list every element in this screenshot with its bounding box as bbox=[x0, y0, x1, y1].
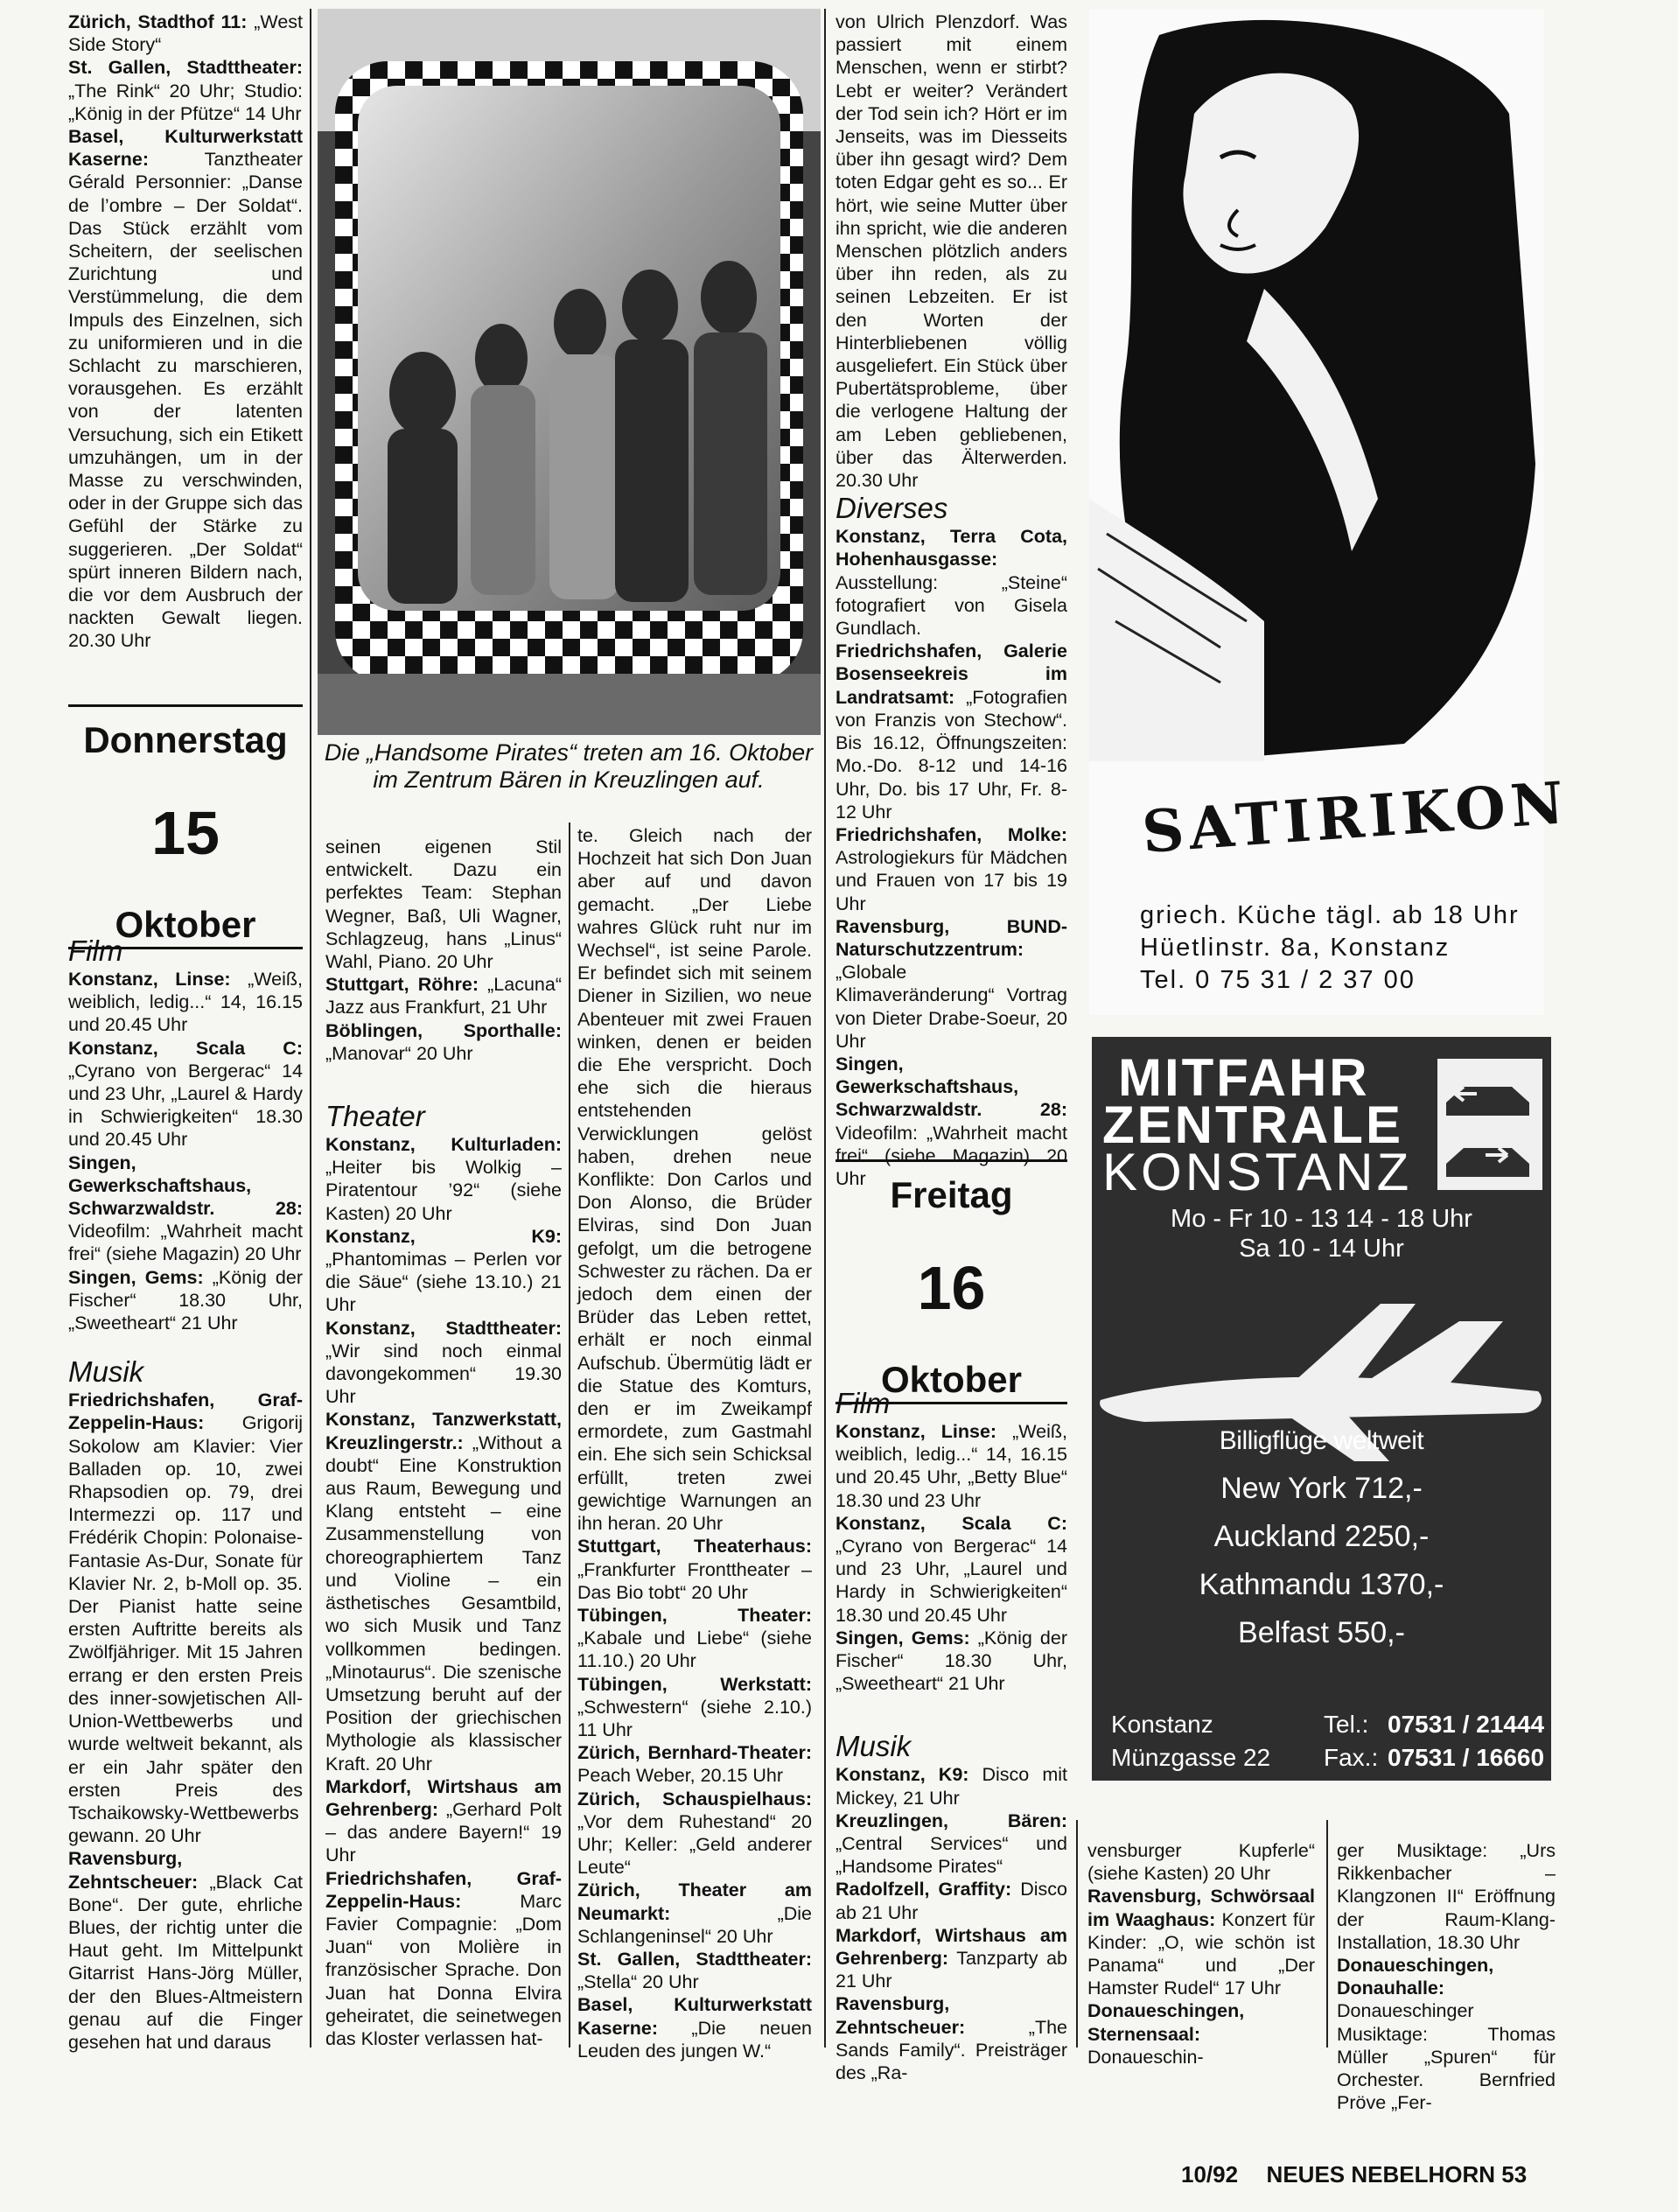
listing-text: „Globale Klimaveränderung“ Vortrag von Dieter Drabe-Soeur, 20 Uhr bbox=[836, 962, 1067, 1052]
listing-entry bbox=[325, 836, 562, 973]
listing-entry bbox=[577, 1741, 812, 1787]
listing-venue: Konstanz, Linse: bbox=[836, 1421, 997, 1442]
day-header-friday bbox=[836, 1159, 1067, 1404]
listing-venue: Ravensburg, Zehntscheuer: bbox=[68, 1848, 199, 1893]
mfz-fax: 07531 / 16660 bbox=[1388, 1744, 1545, 1771]
listing-text: „The Sands Family“. Preisträger des „Ra- bbox=[836, 2016, 1067, 2084]
listing-text: „Fotografien von Franzis von Stechow“. Bis 16.12, Öffnungszeiten: Mo.-Do. 8-12 und 14-16 Uhr, Do. bis 17 Uhr, Fr. 8-12 Uhr bbox=[836, 686, 1067, 822]
listing-text: „Weiß, weiblich, ledig...“ 14, 16.15 und 20.45 Uhr bbox=[68, 969, 303, 1036]
section-diverses: Diverses bbox=[836, 492, 948, 525]
listing-entry bbox=[1337, 1839, 1556, 1954]
col1-top bbox=[68, 10, 303, 684]
film-list bbox=[836, 1420, 1067, 1695]
mfz-l3: KONSTANZ bbox=[1102, 1143, 1413, 1201]
woman-drawing bbox=[1089, 9, 1544, 761]
listing-text: ger Musiktage: „Urs Rikkenbacher – Klangzonen II“ Eröffnung der Raum-Klang-Installation, 18.30 Uhr bbox=[1337, 1840, 1556, 1953]
listing-venue: Singen, Gewerkschaftshaus, Schwarzwaldstr. 28: bbox=[836, 1053, 1067, 1121]
section-film: Film bbox=[68, 934, 123, 967]
listing-text: Tanzparty ab 21 Uhr bbox=[836, 1948, 1067, 1992]
col5 bbox=[1087, 1839, 1315, 2180]
issue-number: 10/92 bbox=[1181, 2161, 1239, 2188]
listing-entry bbox=[577, 1788, 812, 1880]
listing-venue: Friedrichshafen, Galerie Bosenseekreis im Landratsamt: bbox=[836, 640, 1067, 708]
band-photo bbox=[318, 9, 821, 735]
film-list bbox=[68, 968, 303, 1334]
satirikon-line1: griech. Küche tägl. ab 18 Uhr bbox=[1140, 901, 1520, 929]
listing-text: „Without a doubt“ Eine Konstruktion aus Raum, Bewegung und Klang entsteht – eine Zusammenstellung von choreographiertem Tanz und Violine – ein ästhetisches Gesamtbild, wo sich Musik und Tanz vollkommen bedingen. „Minotaurus“. Die szenische Umsetzung beruht auf der Position der griechischen Mythologie als klassischer Kraft. 20 Uhr bbox=[325, 1432, 562, 1774]
listing-entry bbox=[836, 1878, 1067, 1923]
listing-text: seinen eigenen Stil entwickelt. Dazu ein perfektes Team: Stephan Wegner, Baß, Uli Wagner, Schlagzeug, hans „Linus“ Wahl, Piano. 20 Uhr bbox=[325, 836, 562, 973]
listing-entry bbox=[1087, 1999, 1315, 2068]
listing-venue: Donaueschingen, Donauhalle: bbox=[1337, 1955, 1494, 1999]
mfz-hours1: Mo - Fr 10 - 13 14 - 18 Uhr bbox=[1171, 1205, 1472, 1233]
listing-venue: Friedrichshafen, Graf-Zeppelin-Haus: bbox=[325, 1867, 562, 1912]
mfz-tel: 07531 / 21444 bbox=[1388, 1711, 1545, 1738]
listing-text: „König der Fischer“ 18.30 Uhr, „Sweetheart“ 21 Uhr bbox=[68, 1266, 303, 1334]
listing-text: „Kabale und Liebe“ (siehe 11.10.) 20 Uhr bbox=[577, 1628, 812, 1672]
listing-text: „Central Services“ und „Handsome Pirates“ bbox=[836, 1833, 1067, 1878]
listing-text: „Cyrano von Bergerac“ 14 und 23 Uhr, „Laurel und Hardy in Schwierigkeiten“ 18.30 und 20.45 Uhr bbox=[836, 1536, 1067, 1626]
listing-text: „Black Cat Bone“. Der gute, ehrliche Blues, der richtig unter die Haut geht. Im Mittelpunkt Gitarrist Hans-Jörg Müller, der den Blues-Altmeistern genau auf die Finger gesehen hat und daraus bbox=[68, 1871, 303, 2053]
listing-text: Grigorij Sokolow am Klavier: Vier Balladen op. 10, zwei Rhapsodien op. 79, drei Intermezzi op. 117 und Frédérik Chopin: Polonaise-Fantasie As-Dur, Sonate für Klavier Nr. 2, b-Moll op. 35. Der Pianist hatte seine ersten Auftritte bereits als Zwölfjähriger. Mit 15 Jahren errang er den ersten Preis des inner-sowjetischen All-Union-Wettbewerbs und wurde weltweit bekannt, als er ein Jahr später den ersten Preis des Tschaikowsky-Wettbewerbs gewann. 20 Uhr bbox=[68, 1412, 303, 1847]
listing-venue: Ravensburg, Zehntscheuer: bbox=[836, 1993, 966, 2038]
listing-entry bbox=[836, 1810, 1067, 1879]
listing-entry bbox=[1087, 1839, 1315, 1885]
listing-entry bbox=[836, 1763, 1067, 1809]
musik-list bbox=[68, 1389, 303, 2054]
listing-text: „Cyrano von Bergerac“ 14 und 23 Uhr, „Laurel & Hardy in Schwierigkeiten“ 18.30 und 20.45 Uhr bbox=[68, 1060, 303, 1151]
listing-entry bbox=[325, 1019, 562, 1065]
mfz-fax-label: Fax.: bbox=[1324, 1744, 1379, 1771]
listing-text: Videofilm: „Wahrheit macht frei“ (siehe Magazin) 20 Uhr bbox=[836, 1122, 1067, 1189]
listing-text: „West Side Story“ bbox=[68, 11, 304, 56]
weekday: Donnerstag bbox=[83, 719, 288, 760]
listing-venue: St. Gallen, Stadttheater: bbox=[68, 57, 303, 79]
satirikon-line2: Hüetlinstr. 8a, Konstanz bbox=[1140, 934, 1451, 962]
mfz-city: Konstanz bbox=[1111, 1711, 1213, 1738]
listing-entry bbox=[577, 1673, 812, 1742]
column-rule bbox=[1326, 1820, 1328, 2048]
listing-text: Disco mit Mickey, 21 Uhr bbox=[836, 1764, 1067, 1809]
listing-venue: St. Gallen, Stadttheater: bbox=[577, 1948, 812, 1970]
listing-text: „Wir sind noch einmal davongekommen“ 19.30 Uhr bbox=[325, 1340, 562, 1408]
listing-text: vensburger Kupferle“ (siehe Kasten) 20 Uhr bbox=[1087, 1840, 1315, 1885]
listing-entry bbox=[577, 824, 812, 1535]
listing-entry bbox=[836, 823, 1067, 915]
listing-entry bbox=[68, 1847, 303, 2054]
listing-venue: Konstanz, Terra Cota, Hohenhausgasse: bbox=[836, 526, 1067, 570]
listing-entry bbox=[325, 1317, 562, 1409]
listing-venue: Singen, Gewerkschaftshaus, Schwarzwaldstr. 28: bbox=[68, 1152, 303, 1220]
listing-text: Donaueschin- bbox=[1087, 2046, 1204, 2068]
listing-text: „Phantomimas – Perlen vor die Säue“ (siehe 13.10.) 21 Uhr bbox=[325, 1249, 562, 1316]
section-musik: Musik bbox=[836, 1730, 912, 1763]
page-footer bbox=[1181, 2161, 1527, 2188]
listing-venue: Singen, Gems: bbox=[836, 1627, 970, 1648]
listing-text: „Heiter bis Wolkig – Piratentour ’92“ (siehe Kasten) 20 Uhr bbox=[325, 1157, 562, 1224]
listing-entry bbox=[836, 1627, 1067, 1696]
column-rule bbox=[824, 9, 826, 2048]
col4-top bbox=[836, 10, 1067, 1189]
listing-text: te. Gleich nach der Hochzeit hat sich Don Juan aber auf und davon gemacht. „Der Liebe wahres Glück ruht nur im Wechsel“, ist seine Parole. Er befindet sich mit seinem Diener in Sizilien, wo neue Abenteuer mit zwei Frauen winken, denen er beiden die Ehe verspricht. Doch ehe sich die hieraus entstehenden Verwicklungen gelöst haben, drehen neue Konflikte: Don Carlos und Don Alonso, die Brüder Elviras, sind Don Juan gefolgt, um die betrogene Schwester zu rächen. Da er jedoch dem einen der Brüder das Leben rettet, erhält er noch einmal Aufschub. Übermütig lädt er die Statue des Komturs, den er im Zweikampf ermordete, zum Gastmahl ein. Ehe sich sein Schicksal erfüllt, treten zwei gewichtige Warnungen an ihn heran. 20 Uhr bbox=[577, 825, 812, 1535]
listing-entry bbox=[68, 125, 303, 653]
mfz-flight2: Auckland 2250,- bbox=[1213, 1520, 1430, 1553]
listing-text: „Frankfurter Fronttheater – Das Bio tobt“ 20 Uhr bbox=[577, 1558, 812, 1603]
listing-venue: Ravensburg, Schwörsaal im Waaghaus: bbox=[1087, 1886, 1315, 1930]
listing-entry bbox=[325, 973, 562, 1018]
listing-venue: Böblingen, Sporthalle: bbox=[325, 1019, 562, 1041]
magazine-name: NEUES NEBELHORN 53 bbox=[1266, 2161, 1528, 2188]
listing-venue: Konstanz, Scala C: bbox=[68, 1037, 303, 1059]
col4-bottom bbox=[836, 1387, 1067, 2174]
listing-venue: Konstanz, Kulturladen: bbox=[325, 1134, 562, 1156]
col3 bbox=[577, 824, 812, 2176]
satirikon-logo: SATIRIKON bbox=[1139, 768, 1571, 866]
month: Oktober bbox=[880, 1359, 1023, 1400]
listing-venue: Tübingen, Theater: bbox=[577, 1604, 812, 1626]
col2 bbox=[325, 836, 562, 2174]
day-number: 16 bbox=[917, 1254, 986, 1322]
theater-list bbox=[325, 1133, 562, 2050]
listing-venue: Zürich, Stadthof 11: bbox=[68, 11, 248, 32]
listing-venue: Konstanz, Tanzwerkstatt, Kreuzlingerstr.: bbox=[325, 1409, 562, 1453]
listing-entry bbox=[577, 1948, 812, 1993]
diverses-list bbox=[836, 525, 1067, 1190]
band-photo-image bbox=[318, 9, 821, 735]
listing-entry bbox=[68, 1389, 303, 1847]
listing-entry bbox=[577, 1535, 812, 1604]
mfz-l1: MITFAHR bbox=[1118, 1048, 1370, 1107]
listing-entry bbox=[325, 1775, 562, 1867]
musik-list bbox=[836, 1763, 1067, 2084]
listing-text: „König der Fischer“ 18.30 Uhr, „Sweetheart“ 21 Uhr bbox=[836, 1627, 1067, 1695]
listing-text: „Die neuen Leuden des jungen W.“ bbox=[577, 2017, 812, 2062]
listing-venue: Friedrichshafen, Molke: bbox=[836, 823, 1067, 845]
listing-venue: Tübingen, Werkstatt: bbox=[577, 1673, 812, 1695]
listing-venue: Basel, Kulturwerkstatt Kaserne: bbox=[577, 1994, 812, 2039]
mfz-flight3: Kathmandu 1370,- bbox=[1199, 1568, 1444, 1601]
col1-bottom bbox=[68, 934, 303, 2177]
listing-entry bbox=[68, 968, 303, 1037]
photo-caption: Die „Handsome Pirates“ treten am 16. Oktober im Zentrum Bären in Kreuzlingen auf. bbox=[324, 739, 814, 793]
listing-entry bbox=[836, 10, 1067, 492]
listing-entry bbox=[1087, 1885, 1315, 1999]
ad-satirikon bbox=[1089, 9, 1571, 1015]
listing-entry bbox=[325, 1867, 562, 2051]
mfz-tel-label: Tel.: bbox=[1324, 1711, 1369, 1738]
ad-mitfahrzentrale bbox=[1092, 1037, 1551, 1781]
listing-venue: Ravensburg, BUND-Naturschutzzentrum: bbox=[836, 915, 1067, 960]
col6 bbox=[1337, 1839, 1556, 2180]
listing-venue: Markdorf, Wirtshaus am Gehrenberg: bbox=[325, 1775, 562, 1820]
listing-text: „Vor dem Ruhestand“ 20 Uhr; Keller: „Geld anderer Leute“ bbox=[577, 1810, 812, 1879]
listing-entry bbox=[325, 1225, 562, 1317]
listing-entry bbox=[836, 1992, 1067, 2084]
listing-venue: Stuttgart, Röhre: bbox=[325, 974, 479, 996]
col4-top-list bbox=[836, 10, 1067, 492]
section-film: Film bbox=[836, 1387, 891, 1419]
listing-text: „Die Schlangeninsel“ 20 Uhr bbox=[577, 1902, 812, 1947]
column-rule bbox=[1076, 1820, 1078, 2048]
satirikon-line3: Tel. 0 75 31 / 2 37 00 bbox=[1140, 966, 1416, 994]
listing-venue: Konstanz, K9: bbox=[836, 1764, 969, 1786]
listing-text: Peach Weber, 20.15 Uhr bbox=[577, 1765, 784, 1787]
listing-text: Konzert für Kinder: „O, wie schön ist Panama“ und „Der Hamster Rudel“ 17 Uhr bbox=[1087, 1908, 1315, 1999]
listing-entry bbox=[68, 1037, 303, 1152]
mfz-street: Münzgasse 22 bbox=[1111, 1744, 1271, 1771]
listing-entry bbox=[68, 1152, 303, 1266]
month: Oktober bbox=[115, 904, 256, 945]
listing-entry bbox=[68, 1266, 303, 1335]
listing-text: Videofilm: „Wahrheit macht frei“ (siehe Magazin) 20 Uhr bbox=[68, 1221, 303, 1265]
listing-venue: Zürich, Schauspielhaus: bbox=[577, 1788, 812, 1810]
weekday: Freitag bbox=[890, 1174, 1013, 1215]
listing-venue: Kreuzlingen, Bären: bbox=[836, 1810, 1067, 1831]
listing-entry bbox=[577, 1993, 812, 2062]
listing-text: „Gerhard Polt – das andere Bayern!“ 19 Uhr bbox=[325, 1798, 562, 1866]
listing-venue: Konstanz, Stadttheater: bbox=[325, 1317, 562, 1339]
listing-venue: Markdorf, Wirtshaus am Gehrenberg: bbox=[836, 1924, 1067, 1970]
listing-venue: Zürich, Theater am Neumarkt: bbox=[577, 1880, 812, 1924]
column-rule bbox=[569, 822, 570, 2048]
listing-entry bbox=[836, 1420, 1067, 1512]
listing-venue: Zürich, Bernhard-Theater: bbox=[577, 1742, 812, 1764]
day-number: 15 bbox=[151, 799, 220, 867]
listing-venue: Konstanz, Scala C: bbox=[836, 1512, 1067, 1534]
listing-text: „Weiß, weiblich, ledig...“ 14, 16.15 und 20.45 Uhr, „Betty Blue“ 18.30 und 23 Uhr bbox=[836, 1421, 1067, 1511]
listing-text: „The Rink“ 20 Uhr; Studio: „König in der Pfütze“ 14 Uhr bbox=[68, 80, 303, 124]
listing-venue: Donaueschingen, Sternensaal: bbox=[1087, 2000, 1245, 2045]
listing-entry bbox=[836, 640, 1067, 823]
listing-text: „Schwestern“ (siehe 2.10.) 11 Uhr bbox=[577, 1696, 812, 1740]
listing-entry bbox=[1337, 1954, 1556, 2114]
column-rule bbox=[310, 9, 311, 2048]
mfz-l2: ZENTRALE bbox=[1102, 1096, 1403, 1154]
listing-entry bbox=[577, 1604, 812, 1673]
listing-text: von Ulrich Plenzdorf. Was passiert mit einem Menschen, wenn er stirbt? Lebt er weiter? Verändert der Tod sein ich? Hört er im Jenseits, was im Diesseits über ihn gesagt wird? Dem toten Edgar geht es so... Er hört, wie seine Mutter über ihn spricht, wie die anderen Menschen plötzlich anders über ihn reden, als zu seinen Lebzeiten. Er ist den Worten der Hinterbliebenen völlig ausgeliefert. Ein Stück über Pubertätsprobleme, über die verlogene Haltung der am Leben gebliebenen, über das Älterwerden. 20.30 Uhr bbox=[836, 11, 1067, 492]
listing-entry bbox=[836, 1512, 1067, 1627]
listing-entry bbox=[68, 10, 303, 56]
day-header-thursday bbox=[68, 704, 303, 949]
listing-text: „Lacuna“ Jazz aus Frankfurt, 21 Uhr bbox=[325, 974, 562, 1018]
listing-entry bbox=[325, 1133, 562, 1225]
listing-venue: Konstanz, Linse: bbox=[68, 969, 231, 990]
mfz-offer: Billigflüge weltweit bbox=[1219, 1426, 1424, 1455]
listing-text: Disco ab 21 Uhr bbox=[836, 1879, 1067, 1923]
listing-venue: Basel, Kulturwerkstatt Kaserne: bbox=[68, 126, 303, 171]
listing-text: Ausstellung: „Steine“ fotografiert von Gisela Gundlach. bbox=[836, 571, 1067, 640]
section-theater: Theater bbox=[325, 1100, 425, 1133]
listing-entry bbox=[325, 1408, 562, 1774]
listing-text: Donaueschinger Musiktage: Thomas Müller „Spuren“ für Orchester. Bernfried Pröve „Fer- bbox=[1337, 2000, 1556, 2114]
listing-entry bbox=[836, 915, 1067, 1053]
listing-venue: Singen, Gems: bbox=[68, 1266, 204, 1288]
col2-list bbox=[325, 836, 562, 1065]
mfz-flight4: Belfast 550,- bbox=[1238, 1616, 1405, 1649]
listing-text: Marc Favier Compagnie: „Dom Juan“ von Molière in französischer Sprache. Don Juan hat Donna Elvira geheiratet, die seinetwegen das Kloster verlassen hat- bbox=[325, 1890, 562, 2049]
listing-venue: Radolfzell, Graffity: bbox=[836, 1879, 1012, 1900]
listing-text: Astrologiekurs für Mädchen und Frauen von 17 bis 19 Uhr bbox=[836, 847, 1067, 914]
listing-entry bbox=[836, 1924, 1067, 1993]
section-musik: Musik bbox=[68, 1355, 144, 1389]
mfz-flight1: New York 712,- bbox=[1220, 1472, 1423, 1505]
listing-text: „Manovar“ 20 Uhr bbox=[325, 1042, 473, 1064]
listing-venue: Konstanz, K9: bbox=[325, 1225, 562, 1247]
mfz-hours2: Sa 10 - 14 Uhr bbox=[1239, 1235, 1404, 1263]
car-icon bbox=[1433, 1054, 1547, 1194]
listing-venue: Stuttgart, Theaterhaus: bbox=[577, 1536, 812, 1558]
listing-text: Tanztheater Gérald Personnier: „Danse de l’ombre – Der Soldat“. Das Stück erzählt vom Scheitern, der seelischen Zurichtung und Verstümmelung, die dem Impuls des Einzelnen, sich zu uniformieren und in die Schlacht zu marschieren, vorausgehen. Es erzählt von der latenten Versuchung, sich ein Etikett umzuhängen, um in der Masse zu verschwinden, oder in der Gruppe sich das Gefühl der Stärke zu suggerieren. „Der Soldat“ spürt inneren Bildern nach, die vor dem Ausbruch der nackten Gewalt liegen. 20.30 Uhr bbox=[68, 149, 303, 652]
listing-text: „Stella“ 20 Uhr bbox=[577, 1971, 699, 1993]
listing-entry bbox=[836, 525, 1067, 640]
listing-entry bbox=[68, 56, 303, 125]
listing-entry bbox=[577, 1879, 812, 1948]
listing-venue: Friedrichshafen, Graf-Zeppelin-Haus: bbox=[68, 1390, 303, 1434]
